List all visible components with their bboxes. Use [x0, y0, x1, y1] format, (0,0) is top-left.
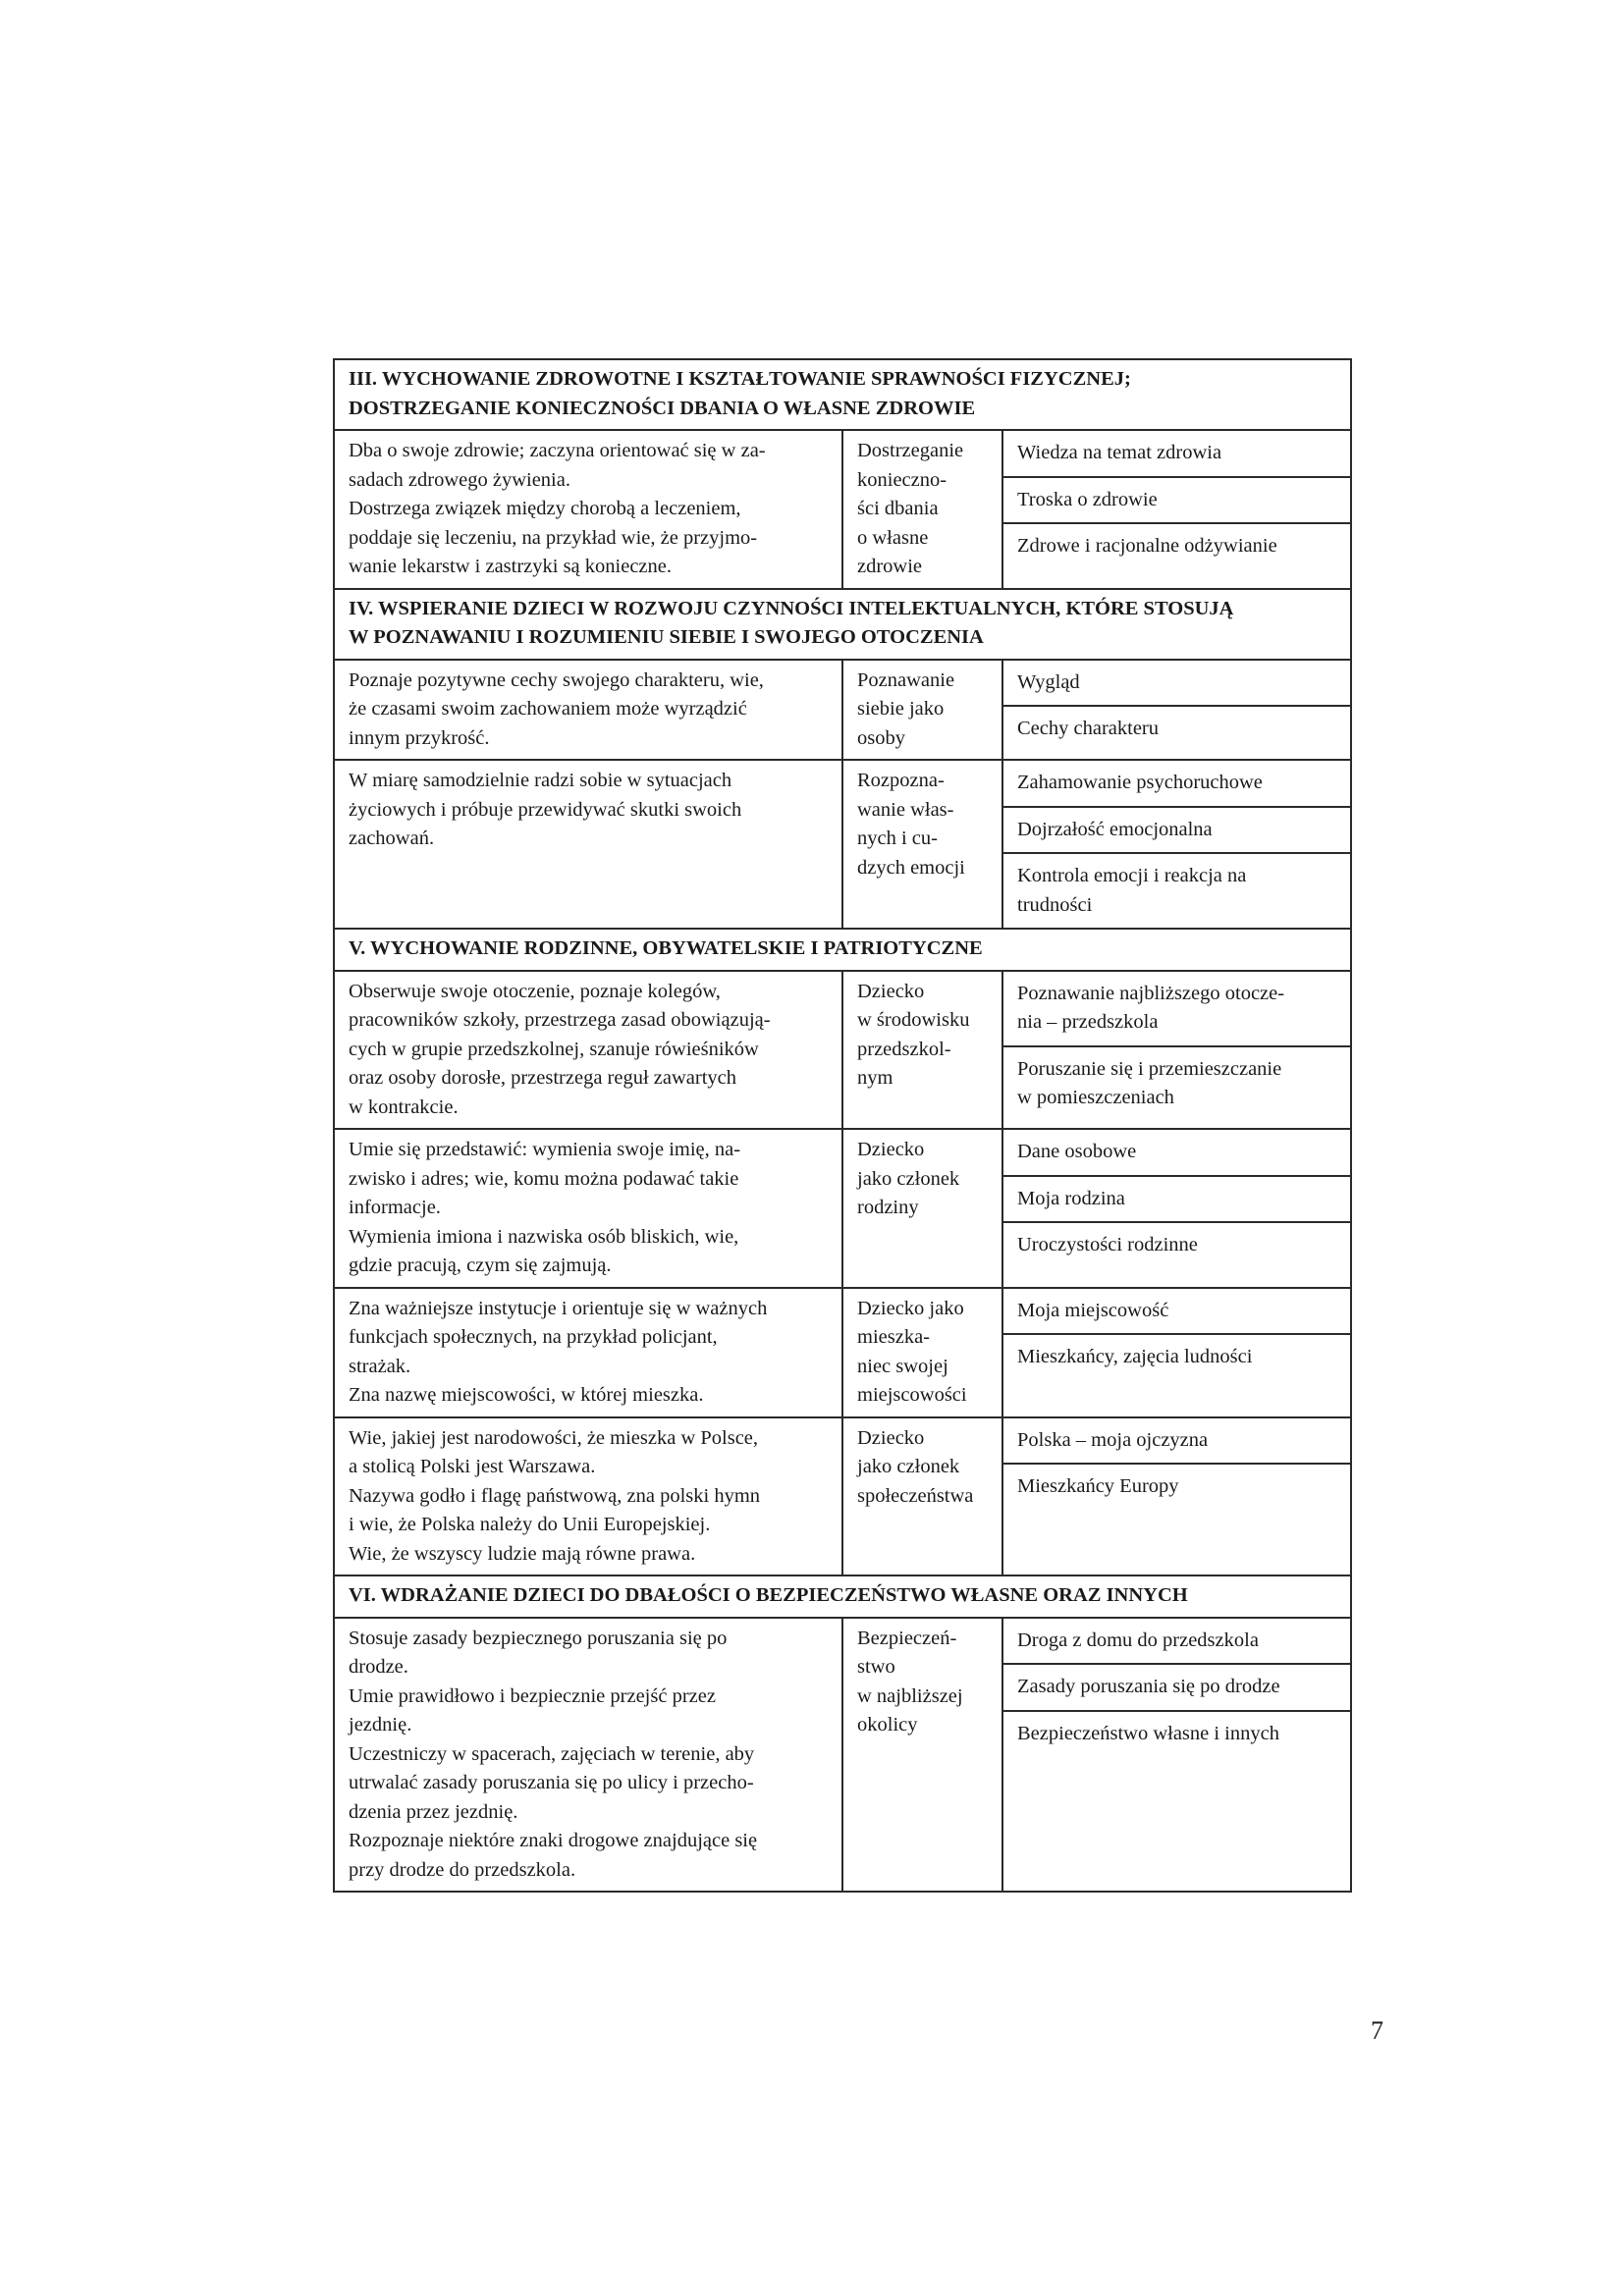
section-header-row: [334, 589, 1351, 660]
text-line: że czasami swoim zachowaniem może wyrządzić: [349, 698, 747, 720]
text-line: Dziecko: [857, 1139, 925, 1160]
topic-item: [1003, 1045, 1350, 1121]
text-line: siebie jako: [857, 698, 945, 720]
curriculum-table: [333, 358, 1352, 1893]
thematic-area-cell: [842, 1129, 1002, 1288]
text-line: Kontrola emocji i reakcja na: [1017, 865, 1247, 886]
text-line: zwisko i adres; wie, komu można podawać takie: [349, 1167, 739, 1190]
text-line: przedszkol-: [857, 1038, 951, 1060]
thematic-area-cell: [842, 971, 1002, 1130]
topic-item: [1003, 522, 1350, 569]
table-row: [334, 1618, 1351, 1893]
text-line: Dziecko jako: [857, 1297, 964, 1319]
text-line: Mieszkańcy, zajęcia ludności: [1017, 1346, 1253, 1367]
text-line: ści dbania: [857, 498, 939, 519]
text-line: Umie się przedstawić: wymienia swoje imię, na-: [349, 1139, 741, 1160]
text-line: Obserwuje swoje otoczenie, poznaje kolegów,: [349, 980, 721, 1002]
text-line: jezdnię.: [349, 1714, 412, 1735]
text-line: wanie lekarstw i zastrzyki są konieczne.: [349, 556, 673, 577]
text-line: nym: [857, 1067, 893, 1089]
text-line: pracowników szkoły, przestrzega zasad obowiązują-: [349, 1009, 771, 1031]
text-line: trudności: [1017, 893, 1093, 916]
text-line: informacje.: [349, 1197, 441, 1218]
text-line: w środowisku: [857, 1009, 970, 1031]
text-line: Zna ważniejsze instytucje i orientuje się w ważnych: [349, 1297, 768, 1319]
topic-item: [1003, 1333, 1350, 1380]
skill-description-cell: [334, 1129, 842, 1288]
topic-item: [1003, 761, 1350, 806]
topic-item: [1003, 476, 1350, 523]
text-line: Rozpozna-: [857, 770, 945, 791]
text-line: o własne: [857, 526, 929, 549]
table-row: [334, 660, 1351, 761]
section-title: [334, 929, 1351, 971]
text-line: wanie włas-: [857, 798, 954, 821]
table-row: [334, 1417, 1351, 1576]
text-line: miejscowości: [857, 1384, 967, 1406]
text-line: funkcjach społecznych, na przykład policjant,: [349, 1326, 718, 1348]
text-line: Dziecko: [857, 980, 925, 1002]
text-line: zdrowie: [857, 556, 923, 577]
text-line: Poruszanie się i przemieszczanie: [1017, 1057, 1282, 1080]
skill-description-cell: [334, 430, 842, 589]
text-line: Wie, jakiej jest narodowości, że mieszka w Polsce,: [349, 1426, 759, 1449]
text-line: poddaje się leczeniu, na przykład wie, że przyjmo-: [349, 526, 758, 549]
table-row: [334, 971, 1351, 1130]
skill-description-cell: [334, 1618, 842, 1893]
topics-cell: [1002, 1129, 1351, 1288]
thematic-area-cell: [842, 430, 1002, 589]
text-line: Moja rodzina: [1017, 1187, 1125, 1209]
text-line: Nazywa godło i flagę państwową, zna polski hymn: [349, 1484, 761, 1507]
topic-item: [1003, 1175, 1350, 1222]
skill-description-cell: [334, 760, 842, 929]
text-line: niec swojej: [857, 1355, 948, 1377]
topic-item: [1003, 1463, 1350, 1510]
table-row: [334, 760, 1351, 929]
text-line: jako członek: [857, 1167, 960, 1190]
text-line: Dostrzega związek między chorobą a leczeniem,: [349, 498, 741, 519]
text-line: Dojrzałość emocjonalna: [1017, 818, 1213, 840]
text-line: Wiedza na temat zdrowia: [1017, 442, 1222, 463]
text-line: życiowych i próbuje przewidywać skutki swoich: [349, 798, 742, 821]
text-line: przy drodze do przedszkola.: [349, 1858, 576, 1881]
text-line: rodziny: [857, 1197, 919, 1218]
text-line: Zahamowanie psychoruchowe: [1017, 772, 1263, 793]
text-line: Stosuje zasady bezpiecznego poruszania się po: [349, 1627, 728, 1649]
text-line: jako członek: [857, 1456, 960, 1477]
text-line: Bezpieczeń-: [857, 1627, 957, 1649]
text-line: i wie, że Polska należy do Unii Europejskiej.: [349, 1514, 711, 1535]
topic-item: [1003, 705, 1350, 752]
section-title: [334, 359, 1351, 430]
text-line: w najbliższej: [857, 1684, 963, 1707]
text-line: Mieszkańcy Europy: [1017, 1475, 1179, 1497]
text-line: zachowań.: [349, 828, 435, 849]
section-title: [334, 589, 1351, 660]
text-line: V. WYCHOWANIE RODZINNE, OBYWATELSKIE I PATRIOTYCZNE: [349, 937, 983, 959]
topics-cell: [1002, 760, 1351, 929]
skill-description-cell: [334, 1288, 842, 1417]
text-line: społeczeństwa: [857, 1484, 974, 1507]
text-line: w kontrakcie.: [349, 1095, 459, 1118]
text-line: III. WYCHOWANIE ZDROWOTNE I KSZTAŁTOWANIE SPRAWNOŚCI FIZYCZNEJ;: [349, 368, 1131, 390]
thematic-area-cell: [842, 1618, 1002, 1893]
text-line: Rozpoznaje niektóre znaki drogowe znajdujące się: [349, 1830, 758, 1851]
text-line: utrwalać zasady poruszania się po ulicy i przecho-: [349, 1772, 754, 1793]
topic-item: [1003, 431, 1350, 476]
topic-item: [1003, 661, 1350, 706]
text-line: dzych emocji: [857, 856, 965, 879]
topic-item: [1003, 972, 1350, 1045]
text-line: innym przykrość.: [349, 726, 490, 749]
text-line: IV. WSPIERANIE DZIECI W ROZWOJU CZYNNOŚCI INTELEKTUALNYCH, KTÓRE STOSUJĄ: [349, 597, 1234, 619]
text-line: konieczno-: [857, 468, 947, 491]
table-body: [334, 359, 1351, 1892]
topics-cell: [1002, 1288, 1351, 1417]
topics-cell: [1002, 971, 1351, 1130]
topic-item: [1003, 1619, 1350, 1664]
text-line: Dziecko: [857, 1426, 925, 1449]
skill-description-cell: [334, 1417, 842, 1576]
text-line: sadach zdrowego żywienia.: [349, 468, 570, 491]
text-line: drodze.: [349, 1656, 408, 1678]
text-line: Wygląd: [1017, 670, 1080, 693]
text-line: Zdrowe i racjonalne odżywianie: [1017, 535, 1277, 557]
text-line: Wymienia imiona i nazwiska osób bliskich, wie,: [349, 1225, 739, 1248]
text-line: Dostrzeganie: [857, 440, 964, 461]
text-line: a stolicą Polski jest Warszawa.: [349, 1456, 596, 1477]
thematic-area-cell: [842, 760, 1002, 929]
text-line: Cechy charakteru: [1017, 718, 1159, 739]
text-line: W POZNAWANIU I ROZUMIENIU SIEBIE I SWOJEGO OTOCZENIA: [349, 626, 984, 648]
topics-cell: [1002, 1618, 1351, 1893]
skill-description-cell: [334, 660, 842, 761]
text-line: Uczestniczy w spacerach, zajęciach w terenie, aby: [349, 1742, 755, 1765]
section-title: [334, 1575, 1351, 1618]
thematic-area-cell: [842, 1417, 1002, 1576]
text-line: Uroczystości rodzinne: [1017, 1234, 1198, 1255]
text-line: Poznawanie: [857, 668, 955, 691]
text-line: cych w grupie przedszkolnej, szanuje rówieśników: [349, 1038, 759, 1060]
topic-item: [1003, 1130, 1350, 1175]
text-line: Wie, że wszyscy ludzie mają równe prawa.: [349, 1542, 696, 1565]
text-line: Zasady poruszania się po drodze: [1017, 1676, 1280, 1697]
topic-item: [1003, 1221, 1350, 1268]
text-line: Dane osobowe: [1017, 1141, 1137, 1162]
text-line: W miarę samodzielnie radzi sobie w sytuacjach: [349, 770, 732, 791]
skill-description-cell: [334, 971, 842, 1130]
section-header-row: [334, 1575, 1351, 1618]
table-row: [334, 1129, 1351, 1288]
text-line: VI. WDRAŻANIE DZIECI DO DBAŁOŚCI O BEZPIECZEŃSTWO WŁASNE ORAZ INNYCH: [349, 1584, 1188, 1606]
text-line: Poznaje pozytywne cechy swojego charakteru, wie,: [349, 668, 764, 691]
topic-item: [1003, 1289, 1350, 1334]
text-line: Bezpieczeństwo własne i innych: [1017, 1722, 1279, 1744]
topic-item: [1003, 1663, 1350, 1710]
topic-item: [1003, 1710, 1350, 1757]
text-line: nych i cu-: [857, 828, 938, 849]
text-line: stwo: [857, 1656, 895, 1678]
topic-item: [1003, 1418, 1350, 1464]
table-row: [334, 1288, 1351, 1417]
text-line: gdzie pracują, czym się zajmują.: [349, 1255, 612, 1276]
text-line: Poznawanie najbliższego otocze-: [1017, 982, 1285, 1004]
text-line: dzenia przez jezdnię.: [349, 1800, 518, 1823]
topic-item: [1003, 852, 1350, 928]
text-line: w pomieszczeniach: [1017, 1087, 1174, 1108]
thematic-area-cell: [842, 1288, 1002, 1417]
section-header-row: [334, 359, 1351, 430]
section-header-row: [334, 929, 1351, 971]
table-row: [334, 430, 1351, 589]
text-line: Troska o zdrowie: [1017, 488, 1158, 510]
text-line: Dba o swoje zdrowie; zaczyna orientować się w za-: [349, 440, 766, 461]
topics-cell: [1002, 1417, 1351, 1576]
text-line: Polska – moja ojczyzna: [1017, 1428, 1209, 1451]
text-line: Moja miejscowość: [1017, 1299, 1169, 1321]
topics-cell: [1002, 660, 1351, 761]
text-line: DOSTRZEGANIE KONIECZNOŚCI DBANIA O WŁASNE ZDROWIE: [349, 397, 976, 419]
text-line: nia – przedszkola: [1017, 1011, 1159, 1033]
text-line: mieszka-: [857, 1326, 930, 1348]
text-line: okolicy: [857, 1714, 918, 1735]
text-line: Zna nazwę miejscowości, w której mieszka.: [349, 1384, 704, 1406]
topic-item: [1003, 806, 1350, 853]
text-line: Umie prawidłowo i bezpiecznie przejść przez: [349, 1684, 716, 1707]
page-number: 7: [1371, 2016, 1383, 2045]
topics-cell: [1002, 430, 1351, 589]
thematic-area-cell: [842, 660, 1002, 761]
text-line: Droga z domu do przedszkola: [1017, 1629, 1259, 1651]
text-line: strażak.: [349, 1355, 411, 1377]
text-line: oraz osoby dorosłe, przestrzega reguł zawartych: [349, 1067, 737, 1089]
text-line: osoby: [857, 726, 905, 749]
